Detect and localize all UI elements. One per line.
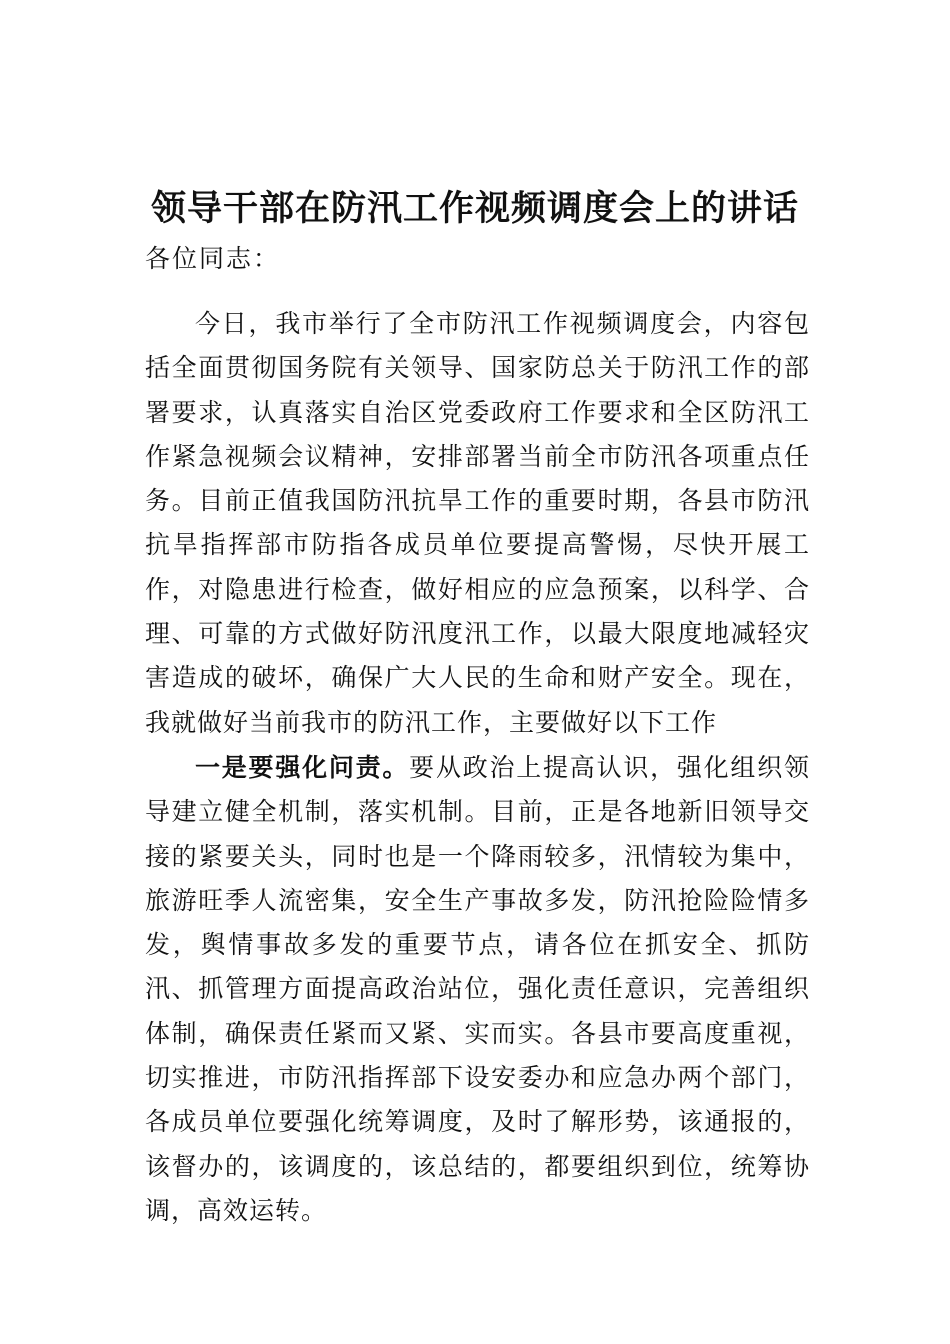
paragraph-point-one [145,746,810,1233]
paragraph-intro [145,302,810,745]
paragraph-point-one-lead: 一是要强化问责。 [195,753,410,782]
salutation: 各位同志： [145,244,281,273]
document-title: 领导干部在防汛工作视频调度会上的讲话 [150,188,799,230]
paragraph-intro-text: 今日，我市举行了全市防汛工作视频调度会，内容包括全面贯彻国务院有关领导、国家防总关于防汛工作的部署要求，认真落实自治区党委政府工作要求和全区防汛工作紧急视频会议精神，安排部署当前全市防汛各项重点任务。目前正值我国防汛抗旱工作的重要时期，各县市防汛抗旱指挥部市防指各成员单位要提高警惕，尽快开展工作，对隐患进行检查，做好相应的应急预案，以科学、合理、可靠的方式做好防汛度汛工作，以最大限度地减轻灾害造成的破坏，确保广大人民的生命和财产安全。现在，我就做好当前我市的防汛工作，主要做好以下工作 [145,309,810,737]
paragraph-point-one-text: 要从政治上提高认识，强化组织领导建立健全机制，落实机制。目前，正是各地新旧领导交接的紧要关头，同时也是一个降雨较多，汛情较为集中，旅游旺季人流密集，安全生产事故多发，防汛抢险险情多发，舆情事故多发的重要节点，请各位在抓安全、抓防汛、抓管理方面提高政治站位，强化责任意识，完善组织体制，确保责任紧而又紧、实而实。各县市要高度重视，切实推进，市防汛指挥部下设安委办和应急办两个部门，各成员单位要强化统筹调度，及时了解形势，该通报的，该督办的，该调度的，该总结的，都要组织到位，统筹协调，高效运转。 [145,753,810,1225]
